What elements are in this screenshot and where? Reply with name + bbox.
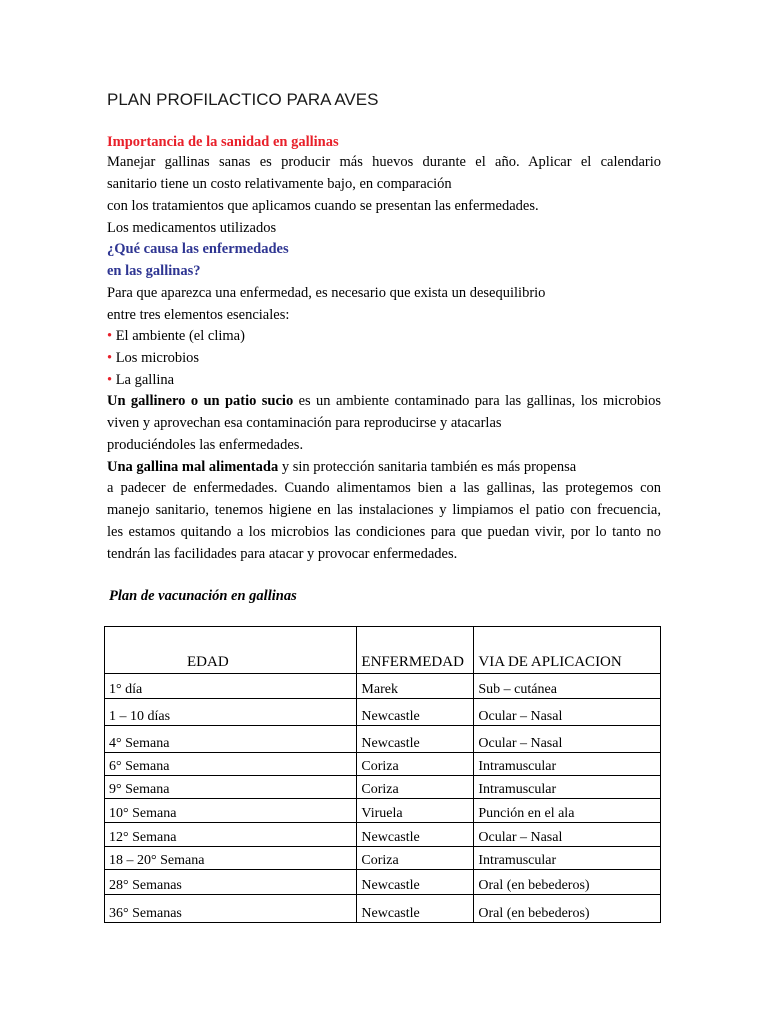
table-row bbox=[105, 870, 661, 895]
page-title: PLAN PROFILACTICO PARA AVES bbox=[107, 90, 379, 109]
table-row bbox=[105, 847, 661, 870]
cell-edad: 4° Semana bbox=[105, 726, 357, 753]
paragraph-line: viven y aprovechan esa contaminación para reproducirse y atacarlas bbox=[107, 415, 502, 431]
paragraph-line: tendrán las facilidades para atacar y provocar enfermedades. bbox=[107, 546, 458, 562]
cell-edad: 6° Semana bbox=[105, 753, 357, 776]
bullet-item bbox=[107, 369, 174, 391]
cell-enfermedad: Newcastle bbox=[357, 726, 474, 753]
table-row bbox=[105, 776, 661, 799]
cell-edad: 9° Semana bbox=[105, 776, 357, 799]
cell-edad: 18 – 20° Semana bbox=[105, 847, 357, 870]
cell-via: Intramuscular bbox=[474, 776, 661, 799]
section-heading-importance: Importancia de la sanidad en gallinas bbox=[107, 134, 339, 150]
cell-enfermedad: Coriza bbox=[357, 753, 474, 776]
cell-edad: 12° Semana bbox=[105, 823, 357, 847]
cell-enfermedad: Newcastle bbox=[357, 699, 474, 726]
paragraph-line: manejo sanitario, tenemos higiene en las instalaciones y limpiamos el patio con frecuencia, bbox=[107, 502, 661, 518]
cell-via: Punción en el ala bbox=[474, 799, 661, 823]
paragraph-line bbox=[107, 390, 661, 412]
bold-phrase: Un gallinero o un patio sucio bbox=[107, 393, 294, 409]
paragraph-line: entre tres elementos esenciales: bbox=[107, 307, 290, 323]
cell-via: Intramuscular bbox=[474, 847, 661, 870]
paragraph-line: con los tratamientos que aplicamos cuando se presentan las enfermedades. bbox=[107, 198, 539, 214]
bullet-icon: • bbox=[107, 372, 113, 388]
paragraph-text: y sin protección sanitaria también es más propensa bbox=[278, 459, 577, 475]
paragraph-line: Manejar gallinas sanas es producir más huevos durante el año. Aplicar el calendario bbox=[107, 154, 661, 170]
cell-via: Oral (en bebederos) bbox=[474, 895, 661, 923]
cell-enfermedad: Newcastle bbox=[357, 870, 474, 895]
cell-via: Ocular – Nasal bbox=[474, 823, 661, 847]
cell-enfermedad: Newcastle bbox=[357, 823, 474, 847]
paragraph-text: es un ambiente contaminado para las gallinas, los microbios bbox=[293, 393, 661, 409]
paragraph-line: sanitario tiene un costo relativamente bajo, en comparación bbox=[107, 176, 452, 192]
header-cell-enfermedad: ENFERMEDAD bbox=[357, 627, 474, 674]
header-cell-edad: EDAD bbox=[105, 627, 357, 674]
cell-via: Oral (en bebederos) bbox=[474, 870, 661, 895]
bold-phrase: Una gallina mal alimentada bbox=[107, 459, 279, 475]
cell-edad: 1° día bbox=[105, 674, 357, 699]
table-row bbox=[105, 895, 661, 923]
cell-via: Intramuscular bbox=[474, 753, 661, 776]
cell-enfermedad: Viruela bbox=[357, 799, 474, 823]
table-row bbox=[105, 674, 661, 699]
table-row bbox=[105, 753, 661, 776]
paragraph-line: Los medicamentos utilizados bbox=[107, 220, 277, 236]
cell-enfermedad: Newcastle bbox=[357, 895, 474, 923]
bullet-item bbox=[107, 325, 245, 347]
cell-enfermedad: Coriza bbox=[357, 776, 474, 799]
section-heading-causes-cont: en las gallinas? bbox=[107, 263, 201, 279]
paragraph-line: produciéndoles las enfermedades. bbox=[107, 437, 304, 453]
table-row bbox=[105, 699, 661, 726]
paragraph-line: les estamos quitando a los microbios las condiciones para que puedan vivir, por lo tanto no bbox=[107, 524, 661, 540]
bullet-icon: • bbox=[107, 350, 113, 366]
section-heading-causes: ¿Qué causa las enfermedades bbox=[107, 241, 289, 257]
cell-edad: 1 – 10 días bbox=[105, 699, 357, 726]
paragraph-line: a padecer de enfermedades. Cuando alimentamos bien a las gallinas, las protegemos con bbox=[107, 480, 661, 496]
cell-edad: 10° Semana bbox=[105, 799, 357, 823]
table-row bbox=[105, 799, 661, 823]
cell-via: Ocular – Nasal bbox=[474, 699, 661, 726]
bullet-text: El ambiente (el clima) bbox=[115, 328, 245, 344]
vaccination-table bbox=[104, 626, 661, 923]
cell-edad: 36° Semanas bbox=[105, 895, 357, 923]
table-row bbox=[105, 726, 661, 753]
header-cell-via: VIA DE APLICACION bbox=[474, 627, 661, 674]
bullet-text: La gallina bbox=[115, 372, 175, 388]
table-row bbox=[105, 823, 661, 847]
paragraph-line: Para que aparezca una enfermedad, es necesario que exista un desequilibrio bbox=[107, 285, 546, 301]
table-header-row bbox=[105, 627, 661, 674]
cell-edad: 28° Semanas bbox=[105, 870, 357, 895]
bullet-item bbox=[107, 347, 199, 369]
cell-enfermedad: Coriza bbox=[357, 847, 474, 870]
table-caption: Plan de vacunación en gallinas bbox=[109, 588, 297, 604]
paragraph-line bbox=[107, 456, 576, 478]
bullet-icon: • bbox=[107, 328, 113, 344]
cell-via: Sub – cutánea bbox=[474, 674, 661, 699]
cell-via: Ocular – Nasal bbox=[474, 726, 661, 753]
cell-enfermedad: Marek bbox=[357, 674, 474, 699]
bullet-text: Los microbios bbox=[115, 350, 200, 366]
